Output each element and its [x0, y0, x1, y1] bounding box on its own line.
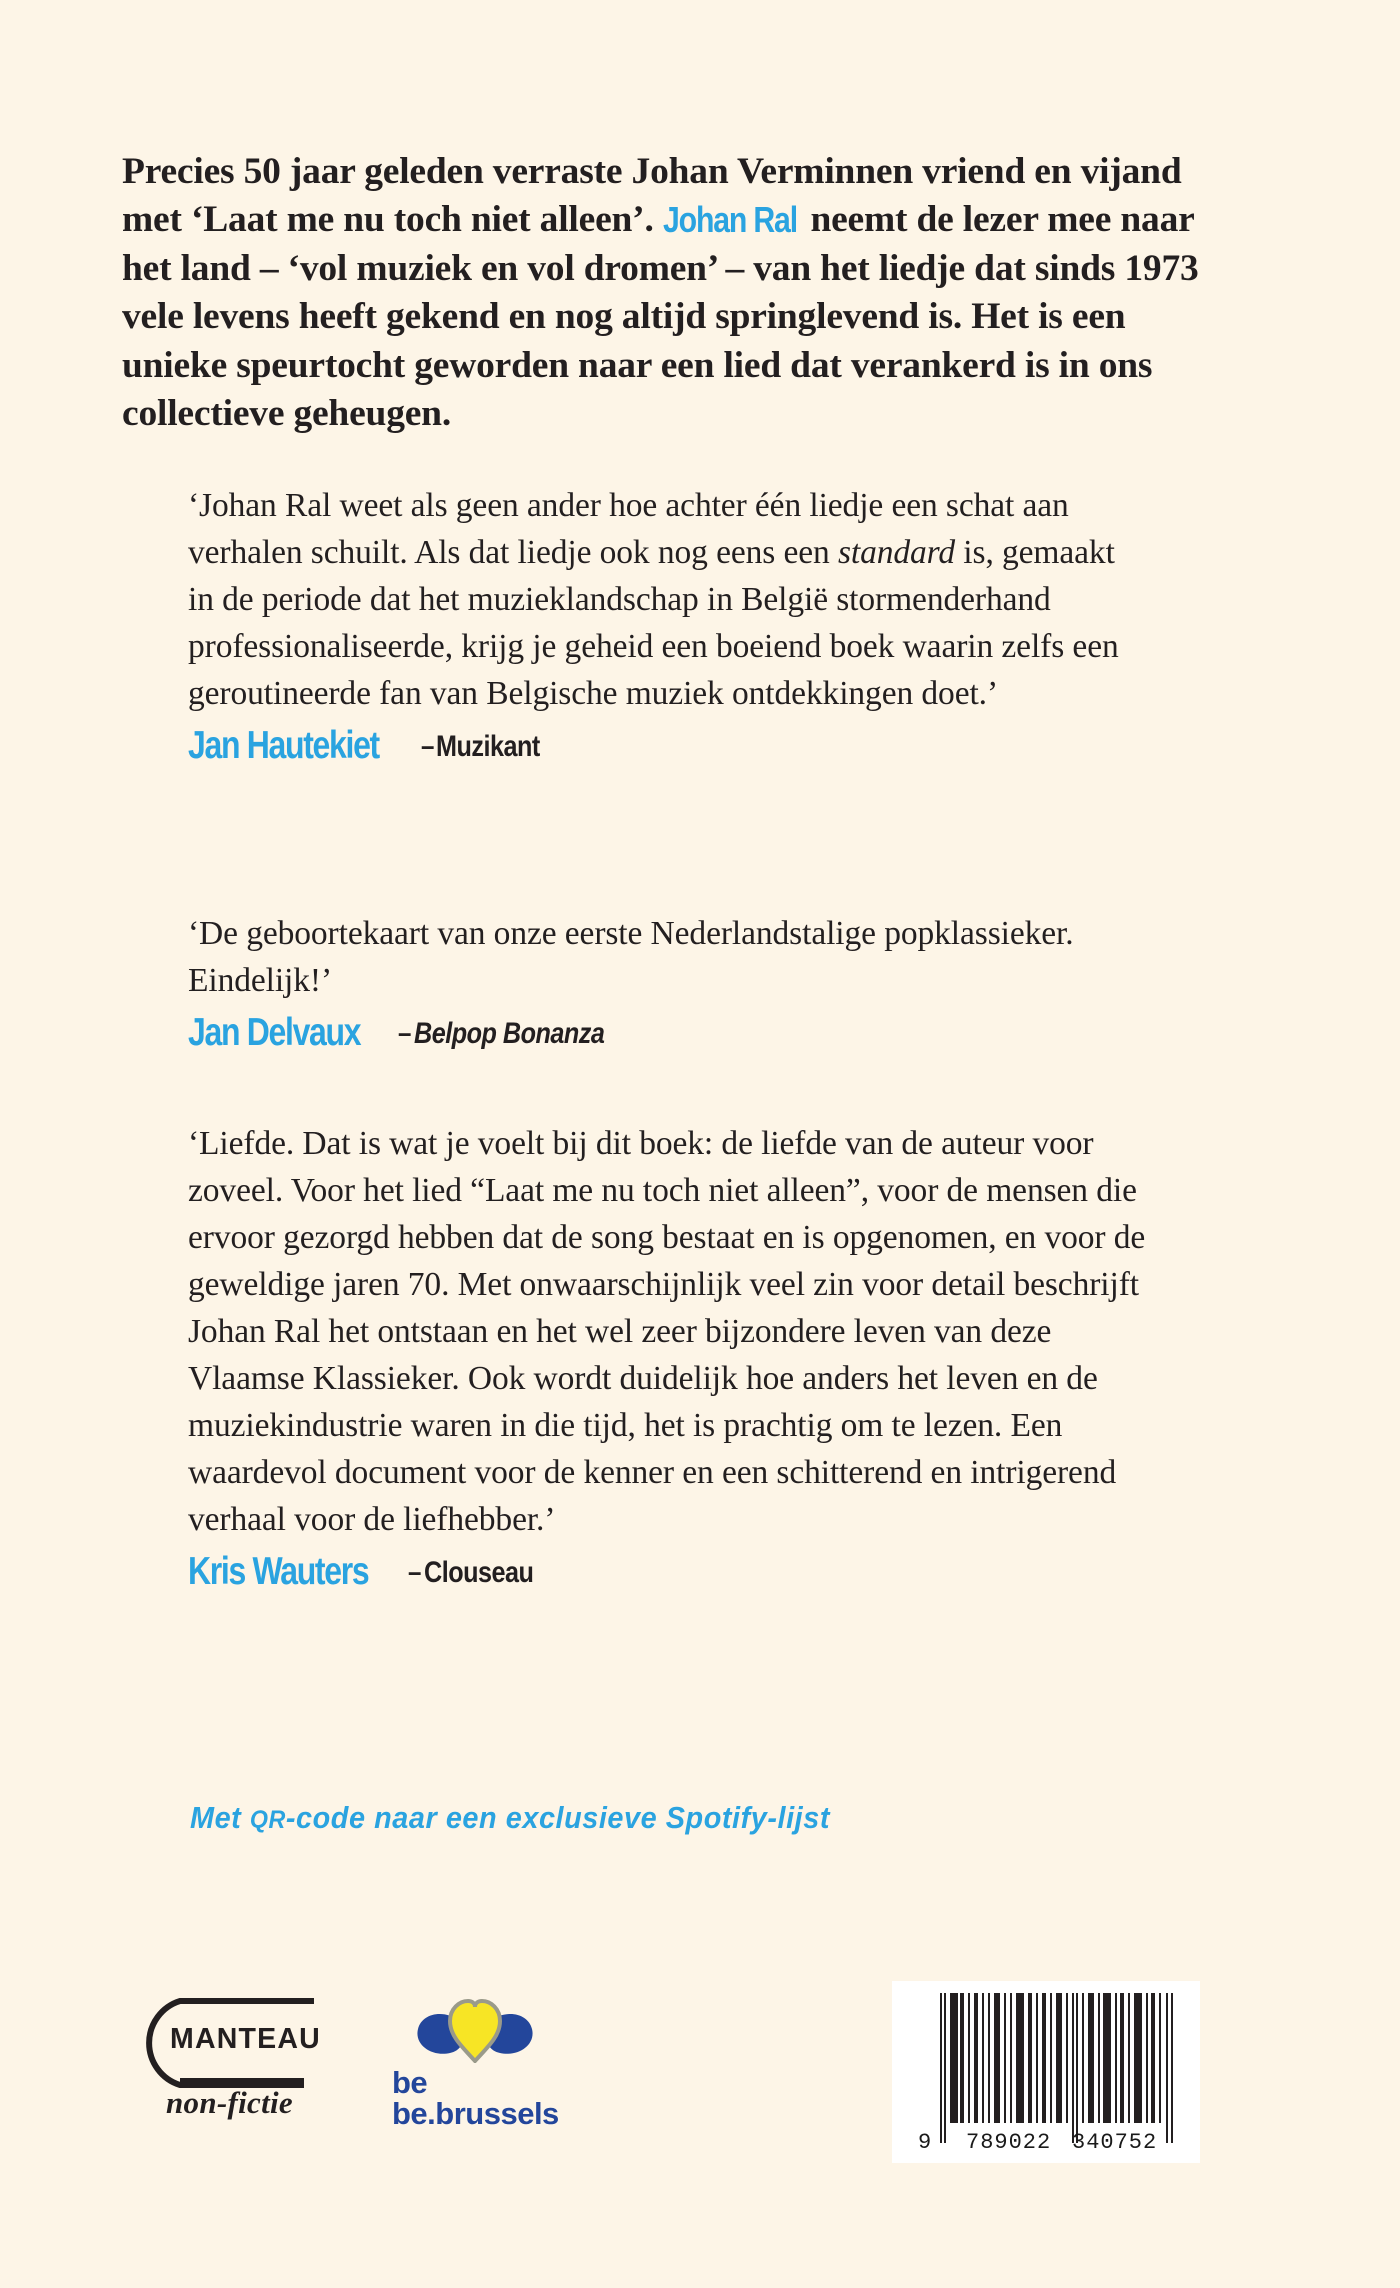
be-brussels-logo: [392, 1983, 572, 2131]
intro-text-part2: neemt de lezer mee naar het land – ‘vol muziek en vol dromen’ – van het liedje dat sinds 1973 vele levens heeft gekend en nog altijd springlevend is. Het is een unieke speurtocht geworden naar een lied dat verankerd is in ons collectieve geheugen.: [122, 199, 1199, 434]
reviewer-role: Belpop Bonanza: [413, 1017, 604, 1050]
barcode-left-group: 789022: [966, 2130, 1052, 2155]
brussels-line1: be: [392, 2065, 428, 2100]
attribution-dash: –: [398, 1017, 412, 1048]
reviewer-role: Muzikant: [436, 730, 541, 763]
review-quote-text: [188, 1120, 1148, 1543]
attribution-dash: –: [407, 1556, 422, 1587]
manteau-logo: [128, 1997, 348, 2122]
quote-text-b: is, gemaakt in de periode dat het muzieklandschap in België stormenderhand professionaliseerde, krijg je geheid een boeiend boek waarin zelfs een geroutineerde fan van Belgische muziek ontdekkingen doet.’: [188, 534, 1119, 712]
brussels-iris-icon: [416, 1983, 534, 2063]
intro-blurb: [122, 148, 1222, 439]
barcode-bars: [940, 1993, 1182, 2143]
reviewer-role: Clouseau: [423, 1556, 533, 1589]
review-quote-block: [188, 1120, 1148, 1591]
isbn-barcode: [892, 1981, 1200, 2163]
review-attribution: [188, 1552, 1148, 1591]
promo-after: -code naar een exclusieve Spotify-lijst: [285, 1800, 830, 1835]
barcode-right-group: 340752: [1072, 2130, 1158, 2155]
promo-before: Met: [190, 1800, 250, 1835]
quote-text-a: ‘De geboortekaart van onze eerste Nederlandstalige popklassieker. Eindelijk!’: [188, 915, 1074, 999]
review-quote-text: [188, 482, 1148, 717]
reviewer-name: Jan Hautekiet: [188, 724, 379, 767]
spotify-promo-line: [190, 1800, 830, 1836]
quote-text-a: ‘Liefde. Dat is wat je voelt bij dit boek: de liefde van de auteur voor zoveel. Voor het lied “Laat me nu toch niet alleen”, voor de mensen die ervoor gezorgd hebben dat de song bestaat en is opgenomen, en voor de geweldige jaren 70. Met onwaarschijnlijk veel zin voor detail beschrijft Johan Ral het ontstaan en het wel zeer bijzondere leven van deze Vlaamse Klassieker. Ook wordt duidelijk hoe anders het leven en de muziekindustrie waren in die tijd, het is prachtig om te lezen. Een waardevol document voor de kenner en een schitterend en intrigerend verhaal voor de liefhebber.’: [188, 1125, 1146, 1538]
intro-text-part1: Precies 50 jaar geleden verraste Johan Verminnen vriend en vijand met ‘Laat me nu toch niet alleen’.: [122, 150, 1182, 240]
promo-qr-label: QR: [249, 1806, 286, 1834]
review-quote-block: [188, 482, 1148, 765]
quote-text-a: ‘Johan Ral weet als geen ander hoe achter één liedje een schat aan verhalen schuilt. Als dat liedje ook nog eens een: [188, 487, 1069, 571]
review-quote-block: [188, 910, 1148, 1052]
attribution-dash: –: [420, 730, 435, 761]
author-name-highlight: Johan Ral: [662, 199, 797, 240]
quote-emphasis: standard: [837, 534, 956, 571]
brussels-line2: be.brussels: [392, 2096, 559, 2131]
reviewer-name: Jan Delvaux: [188, 1011, 361, 1054]
manteau-imprint-label: non-fictie: [166, 2085, 293, 2120]
manteau-wordmark: MANTEAU: [170, 2023, 321, 2055]
review-attribution: [188, 1013, 1148, 1052]
reviewer-name: Kris Wauters: [188, 1550, 369, 1593]
review-attribution: [188, 726, 1148, 765]
barcode-lead-digit: 9: [918, 2130, 933, 2155]
cover-footer: [0, 1955, 1400, 2215]
review-quote-text: [188, 910, 1148, 1004]
